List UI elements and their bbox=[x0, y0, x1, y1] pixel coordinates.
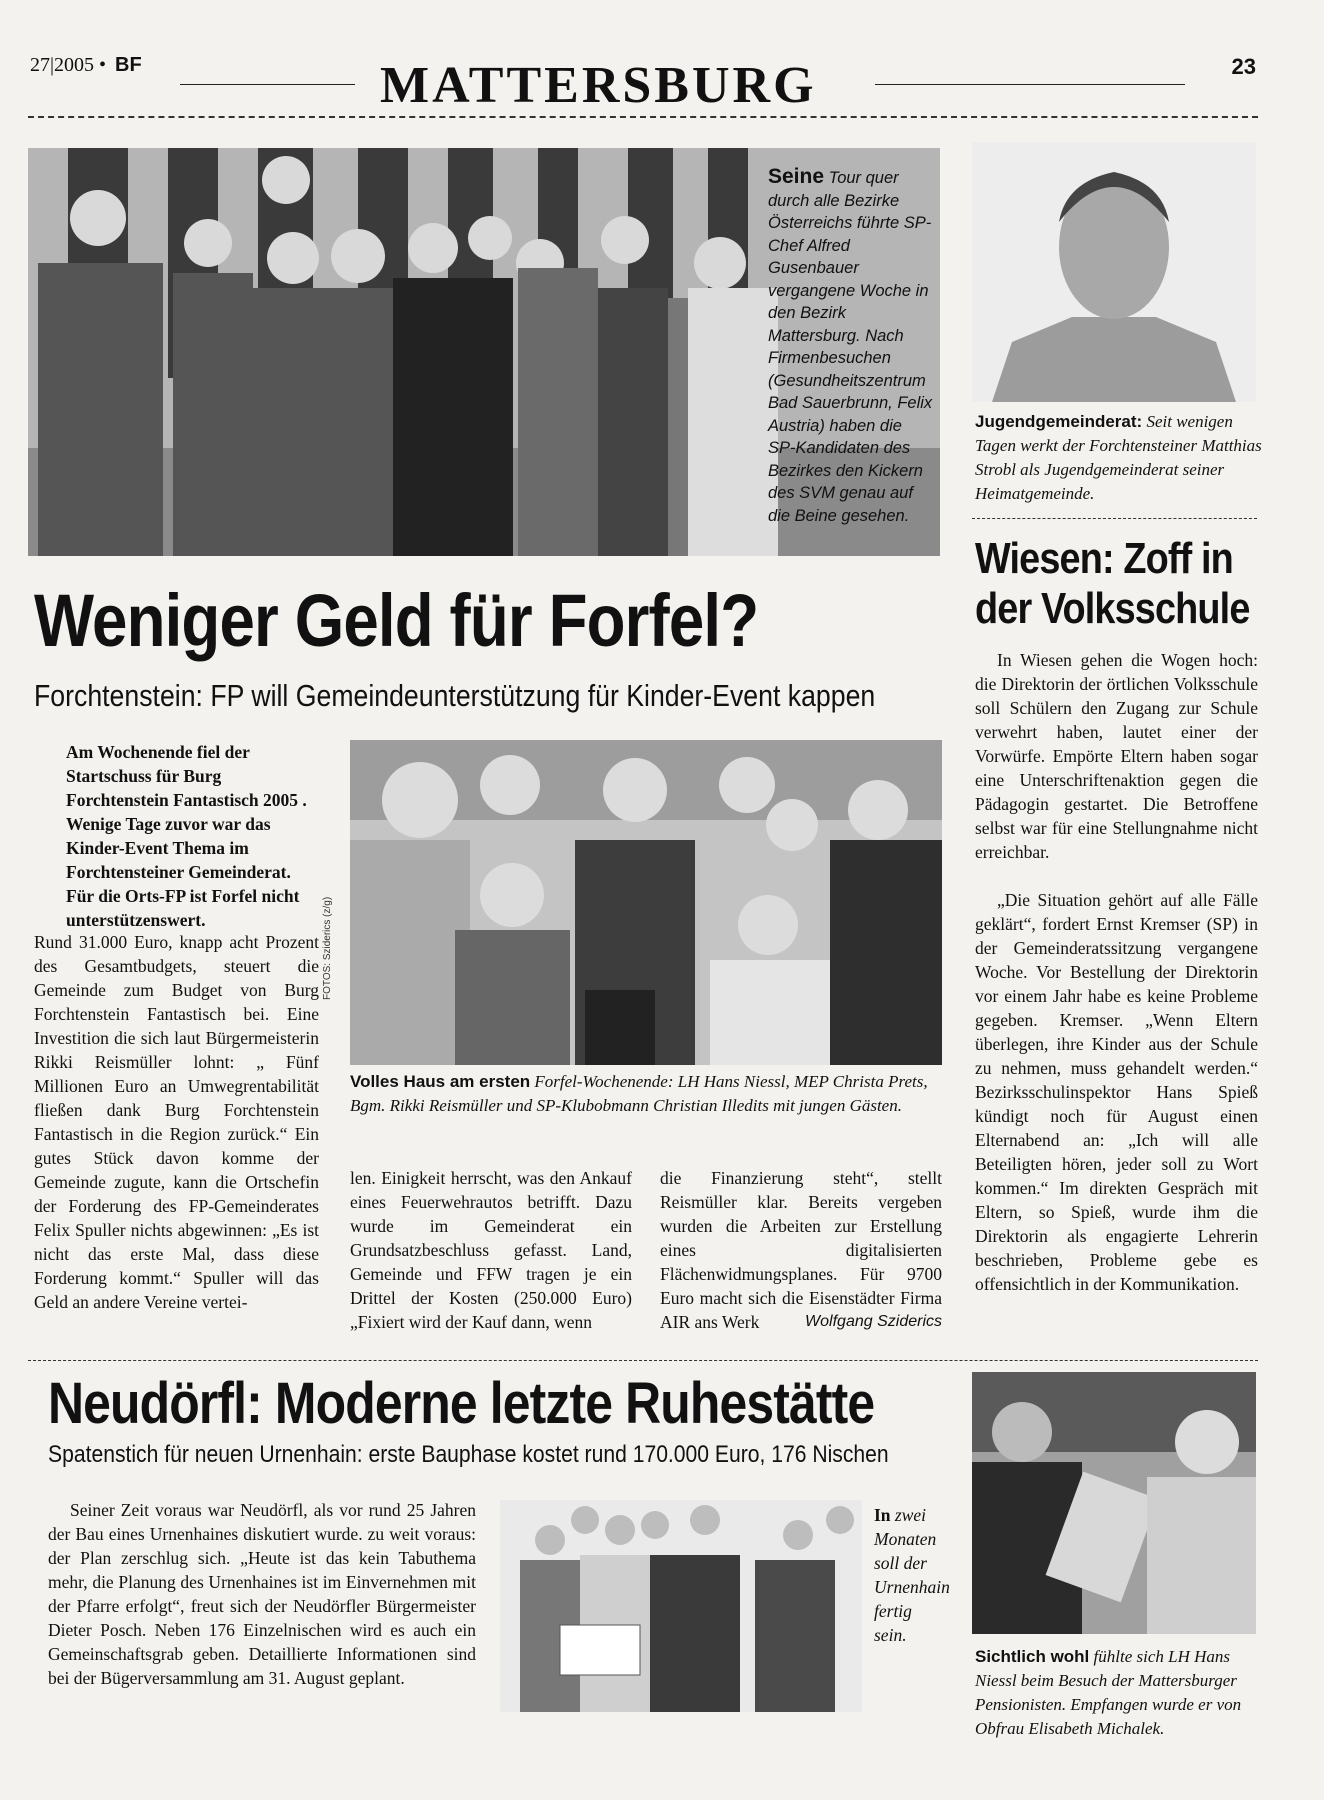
wiesen-headline-line1: Wiesen: Zoff in bbox=[975, 534, 1233, 583]
issue-number: 27|2005 bbox=[30, 54, 95, 76]
forfel-caption-text: Forfel-Wochenende: LH Hans Niessl, MEP Christa Prets, Bgm. Rikki Reismüller und SP-Klubobmann Christian Illedits mit jungen Gästen. bbox=[350, 1072, 928, 1115]
author: Wolfgang Sziderics bbox=[805, 1313, 942, 1330]
neudoerfl-body: Seiner Zeit voraus war Neudörfl, als vor rund 25 Jahren der Bau eines Urnenhaines diskutiert wurde. zu weit voraus: der Plan zerschlug sich. „Heute ist das kein Tabuthema mehr, die Planung des Urnenhaines ist im Einvernehmen mit der Pfarre erfolgt“, freut sich der Neudörfler Bürgermeister Dieter Posch. Neben 176 Einzelnischen wird es auch ein Gemeinschaftsgrab geben. Detaillierte Informationen sind bei der Bügerversammlung am 31. August geplant. bbox=[48, 1500, 476, 1688]
forfel-photo bbox=[350, 740, 942, 1065]
forfel-caption-lead: Volles Haus am ersten bbox=[350, 1072, 531, 1091]
neudoerfl-caption-text: zwei Monaten soll der Urnenhain fertig sein. bbox=[874, 1505, 950, 1645]
neudoerfl-subheadline: Spatenstich für neuen Urnenhain: erste Bauphase kostet rund 170.000 Euro, 176 Nischen bbox=[48, 1441, 889, 1468]
forfel-photo-caption bbox=[350, 1070, 940, 1118]
niessl-visit-photo bbox=[972, 1372, 1256, 1634]
jugend-caption bbox=[975, 410, 1265, 506]
portrait-matthias-strobl bbox=[972, 142, 1256, 402]
paper-abbrev: BF bbox=[115, 54, 142, 76]
section-title: MATTERSBURG bbox=[380, 57, 817, 114]
issue-info bbox=[30, 54, 142, 77]
neudoerfl-headline: Neudörfl: Moderne letzte Ruhestätte bbox=[48, 1371, 875, 1436]
top-photo-caption bbox=[768, 166, 933, 527]
wiesen-headline-line2: der Volksschule bbox=[975, 584, 1250, 633]
wiesen-p2: „Die Situation gehört auf alle Fälle geklärt“, fordert Ernst Kremser (SP) in der Gemeinderatssitzung vergangene Woche. Vor Bestellung der Direktorin vor einem Jahr habe es keine Probleme gegeben. Kremser. „Wenn Eltern überlegen, ihre Kinder aus der Schule zu nehmen, muss gehandelt werden.“ Bezirksschulinspektor Hans Spieß kündigt noch für August einen Elternabend an: „Ich will alle Beteiligten hören, jeder soll zu Wort kommen.“ Im direkten Gespräch mit Eltern, so Spieß, wurde ihm die Direktorin als engagierte Lehrerin beschrieben, Probleme gebe es offensichtlich in der Kommunikation. bbox=[975, 890, 1258, 1294]
top-caption-lead: Seine bbox=[768, 165, 825, 188]
bullet: • bbox=[99, 54, 107, 76]
sichtlich-caption-lead: Sichtlich wohl bbox=[975, 1647, 1090, 1666]
photo-credit: FOTOS: Sziderics (z/g) bbox=[322, 896, 333, 1000]
header-rule-left bbox=[180, 84, 355, 85]
neudoerfl-photo-caption bbox=[874, 1503, 950, 1647]
sichtlich-caption-text: fühlte sich LH Hans Niessl beim Besuch der Mattersburger Pensionisten. Empfangen wurde er von Obfrau Elisabeth Michalek. bbox=[975, 1647, 1242, 1738]
sichtlich-caption bbox=[975, 1645, 1265, 1741]
neudoerfl-caption-lead: In bbox=[874, 1505, 891, 1525]
neudoerfl-photo bbox=[500, 1500, 862, 1712]
page-number: 23 bbox=[1231, 54, 1256, 79]
forfel-headline: Weniger Geld für Forfel? bbox=[34, 579, 759, 662]
forfel-col3 bbox=[660, 1166, 942, 1334]
header-rule-right bbox=[875, 84, 1185, 85]
jugend-caption-text: Seit wenigen Tagen werkt der Forchtensteiner Matthias Strobl als Jugendgemeinderat seiner Heimatgemeinde. bbox=[975, 412, 1262, 503]
forfel-col3-text: die Finanzierung steht“, stellt Reismüller klar. Bereits vergeben wurden die Arbeiten zur Erstellung eines digitalisierten Flächenwidmungsplanes. Für 9700 Euro macht sich die Eisenstädter Firma AIR ans Werk bbox=[660, 1168, 942, 1332]
forfel-lead: Am Wochenende fiel der Startschuss für Burg Forchtenstein Fantastisch 2005 . Wenige Tage zuvor war das Kinder-Event Thema im Forchtensteiner Gemeinderat. Für die Orts-FP ist Forfel nicht unterstützenswert. bbox=[66, 742, 307, 930]
forfel-col1: Rund 31.000 Euro, knapp acht Prozent des Gesamtbudgets, steuert die Gemeinde zum Budget von Burg Forchtenstein Fantastisch bei. Eine Investition die sich laut Bürgermeisterin Rikki Reismüller lohnt: „ Fünf Millionen Euro an Umwegrentabilität fließen dank Burg Forchtenstein Fantastisch in die Region zurück.“ Ein gutes Stück davon komme der Gemeinde zugute, kann die Ortschefin der Forderung des FP-Gemeinderates Felix Spuller nichts abgewinnen: „Es ist nicht das erste Mal, dass diese Forderung kommt.“ Spuller will das Geld an andere Vereine vertei- bbox=[34, 932, 319, 1312]
top-caption-text: Tour quer durch alle Bezirke Österreichs führte SP-Chef Alfred Gusenbauer vergangene Woche in den Bezirk Mattersburg. Nach Firmenbesuchen (Gesundheitszentrum Bad Sauerbrunn, Felix Austria) haben die SP-Kandidaten des Bezirkes den Kickern des SVM genau auf die Beine gesehen. bbox=[768, 169, 933, 525]
forfel-subheadline: Forchtenstein: FP will Gemeindeunterstützung für Kinder-Event kappen bbox=[34, 678, 876, 713]
header-divider bbox=[28, 116, 1258, 118]
wiesen-headline bbox=[975, 534, 1250, 634]
jugend-divider bbox=[972, 518, 1257, 519]
jugend-caption-lead: Jugendgemeinderat: bbox=[975, 412, 1143, 431]
forfel-col2: len. Einigkeit herrscht, was den Ankauf eines Feuerwehrautos betrifft. Dazu wurde im Gemeinderat ein Grundsatzbeschluss gefasst. Land, Gemeinde und FFW tragen je ein Drittel der Kosten (250.000 Euro) „Fixiert wird der Kauf dann, wenn bbox=[350, 1168, 632, 1332]
neudoerfl-divider bbox=[28, 1360, 1258, 1361]
wiesen-p1: In Wiesen gehen die Wogen hoch: die Direktorin der örtlichen Volksschule soll Schülern den Zugang zur Schule verwehrt haben, lautet einer der Vorwürfe. Empörte Eltern haben sogar eine Unterschriftenaktion gegen die Pädagogin gestartet. Die Betroffene selbst war für eine Stellungnahme nicht erreichbar. bbox=[975, 650, 1258, 862]
